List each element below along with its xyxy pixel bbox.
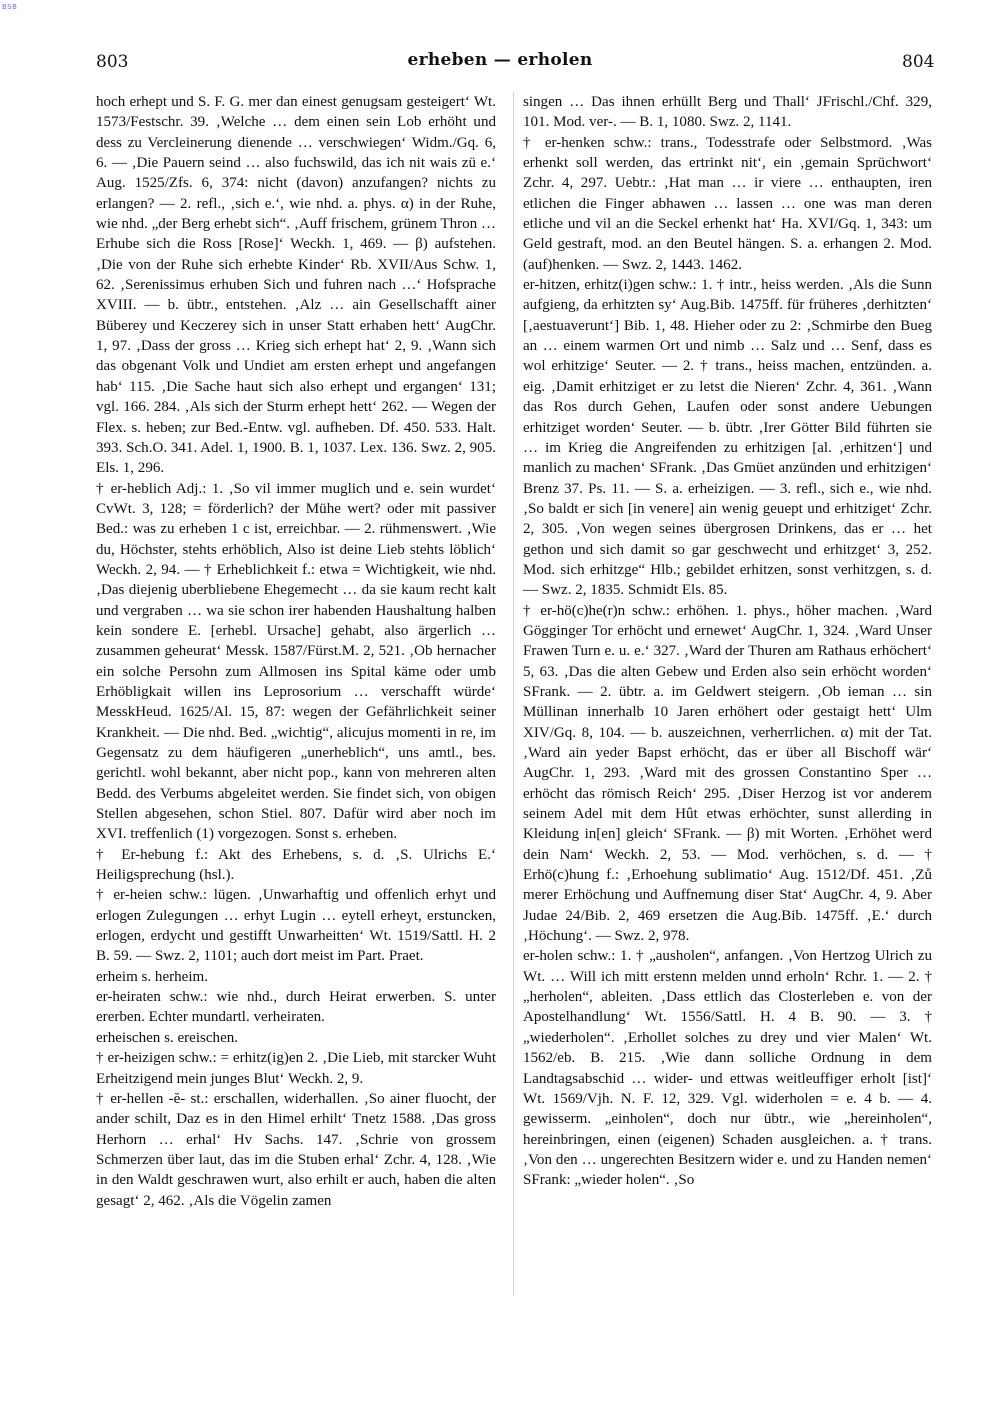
page-number-right: 804 xyxy=(902,52,935,72)
entry-erhellen-continued: singen … Das ihnen erhüllt Berg und Thall‘ JFrischl./Chf. 329, 101. Mod. ver-. — B. 1, 1080. Swz. 2, 1141. xyxy=(523,94,932,131)
entry-erheien: † er-heien schw.: lügen. ‚Unwarhaftig und offenlich erhyt und erlogen Zulegungen … erhyt Lugin … eytell erheyt, erstuncken, erlogen, erdycht und gestifft Unwarheitten‘ Wt. 1519/Sattl. H. 2 B. 59. — Swz. 2, 1101; auch dort meist im Part. Praet. xyxy=(96,887,496,965)
entry-erhoehern: † er-hö(c)he(r)n schw.: erhöhen. 1. phys., höher machen. ‚Ward Gögginger Tor erhöcht und ernewet‘ AugChr. 1, 324. ‚Ward Unser Frawen Turn e. u. e.‘ 327. ‚Ward der Thuren am Rathaus erhöchert‘ 5, 63. ‚Das die alten Gebew und Erden also sein erhöcht worden‘ SFrank. — 2. übtr. a. im Geldwert steigern. ‚Ob ieman … sin Müllinan innerhalb 10 Jaren erhöhert oder gestaigt hett‘ Ulm XIV/Gq. 8, 104. — b. auszeichnen, verherrlichen. α) mit der Tat. ‚Ward ain yeder Bapst erhöcht, das er über all Bischoff wär‘ AugChr. 1, 293. ‚Ward mit des grossen Constantino Sper … erhöcht das römisch Reich‘ 295. ‚Diser Herzog ist vor anderem seinem Adel mit dem Hût etwas erhöchter, sunst allerding in Kleidung in[en] gleich‘ SFrank. — β) mit Worten. ‚Erhöhet werd dein Nam‘ Weckh. 2, 53. — Mod. verhöchen, s. d. — † Erhö(c)hung f.: ‚Erhoehung sublimatio‘ Aug. 1512/Df. 451. ‚Zů merer Erhöchung und Auffnemung diser Stat‘ AugChr. 4, 9. Aber Judae 24/Bib. 2, 469 ersetzen die Aug.Bib. 1475ff. ‚E.‘ durch ‚Höchung‘. — Swz. 2, 978. xyxy=(523,602,932,945)
entry-erheben-continued: hoch erhept und S. F. G. mer dan einest genugsam gesteigert‘ Wt. 1573/Festschr. 39. ‚Welche … dem einen sein Lob erhöht und dess zu Vercleinerung dienende … verschwiegen‘ Widm./Gq. 6, 6. — ‚Die Pauern seind … also fuchswild, das ich nit wais zü e.‘ Aug. 1525/Zfs. 6, 374: nicht (davon) anzufangen? nichts zu erlangen? — 2. refl., ‚sich e.‘, wie nhd. a. phys. α) in der Ruhe, wie nhd. „der Berg erhebt sich“. ‚Auff frischem, grünem Thron … Erhube sich die Ross [Rose]‘ Weckh. 1, 469. — β) aufstehen. ‚Die von der Ruhe sich erhebte Kinder‘ Rb. XVII/Aus Schw. 1, 62. ‚Serenissimus erhuben Sich und fuhren nach …‘ Hofsprache XVIII. — b. übtr., entstehen. ‚Alz … ain Gesellschafft ainer Büberey und Keczerey sich in unser Statt erhaben hett‘ AugChr. 1, 97. ‚Dass der gross … Krieg sich erhept hat‘ 2, 9. ‚Wann sich das obgenant Volk und Undiet am ersten erhept und angefangen hab‘ 115. ‚Die Sache haut sich also erhept und ergangen‘ 131; vgl. 166. 284. ‚Als sich der Sturm erhept hett‘ 262. — Wegen der Flex. s. heben; zur Bed.-Entw. vgl. aufheben. Df. 450. 533. Halt. 393. Sch.O. 341. Adel. 1, 1900. B. 1, 1037. Lex. 136. Swz. 2, 905. Els. 1, 296. xyxy=(96,94,496,477)
entry-erhebung: † Er-hebung f.: Akt des Erhebens, s. d. ‚S. Ulrichs E.‘ Heiligsprechung (hsl.). xyxy=(96,846,496,884)
entry-erhenken: † er-henken schw.: trans., Todesstrafe oder Selbstmord. ‚Was erhenkt soll werden, das ertrinkt nit‘, ein ‚gemain Sprüchwort‘ Zchr. 4, 297. Uebtr.: ‚Hat man … ir viere … enthaupten, iren etlichen die Finger abhawen … lassen … one was man deren etliche und vil an die Seckel erhenkt hat‘ Ha. XVI/Gq. 1, 343: um Geld gestraft, mod. an den Beutel hängen. S. a. erhangen 2. Mod. (auf)henken. — Swz. 2, 1443. 1462. xyxy=(523,134,932,273)
entry-erheblich: † er-heblich Adj.: 1. ‚So vil immer muglich und e. sein wurdet‘ CvWt. 3, 128; = förderlich? der Mühe wert? oder mit passiver Bed.: was zu erheben 1 c ist, erreichbar. — 2. rühmenswert. ‚Wie du, Höchster, stehts erhöblich, Also ist deine Lieb stehts löblich‘ Weckh. 2, 94. — † Erheblichkeit f.: etwa = Wichtigkeit, wie nhd. ‚Das diejenig uberbliebene Ehegemecht … da sie kaum recht kalt und vergraben … wa sie schon irer habenden Haushaltung halben kein sondere E. [erhebl. Ursache] gehabt, also ärgerlich … zusammen geheurat‘ Messk. 1587/Fürst.M. 2, 521. ‚Ob hernacher ein solche Persohn zum Allmosen ins Spital käme oder umb Erhöbligkait willen ins Leprosorium … verschafft würde‘ MesskHeud. 1625/Al. 15, 87: wegen der Gefährlichkeit seiner Krankheit. — Die nhd. Bed. „wichtig“, alicujus momenti in re, im Gegensatz zu dem häufigeren „unerheblich“, uns amtl., bes. gerichtl. wohl bekannt, aber nicht pop., kann von mehreren alten Bedd. des Verbums abgeleitet werden. Sie findet sich, von obigen Stellen abgesehen, schon Stiel. 807. Dafür wird aber noch im XVI. treffenlich (1) vorgezogen. Sonst s. erheben. xyxy=(96,480,496,843)
left-column xyxy=(96,92,496,1211)
entry-erheischen: erheischen s. ereischen. xyxy=(96,1029,239,1046)
entry-erhellen: † er-hellen -ĕ- st.: erschallen, widerhallen. ‚So ainer fluocht, der ander schilt, Daz es in den Himel erhilt‘ Tnetz 1588. ‚Das gross Herhorn … erhal‘ Hv Sachs. 147. ‚Schrie von grossem Schmerzen über laut, das im die Stuben erhal‘ Zchr. 4, 128. ‚Wie in den Waldt geschrawen wurt, also erhilt er auch, haben die alten gesagt‘ 2, 462. ‚Als die Vögelin zamen xyxy=(96,1090,496,1209)
library-stamp: BSB xyxy=(2,3,18,11)
entry-erheizigen: † er-heizigen schw.: = erhitz(ig)en 2. ‚Die Lieb, mit starcker Wuht Erheitzigend mein junges Blut‘ Weckh. 2, 9. xyxy=(96,1050,496,1087)
page-number-left: 803 xyxy=(96,52,129,72)
entry-erheiraten: er-heiraten schw.: wie nhd., durch Heirat erwerben. S. unter ererben. Echter mundartl. verheiraten. xyxy=(96,989,496,1026)
running-title: erheben — erholen xyxy=(407,50,593,70)
entry-erheim: erheim s. herheim. xyxy=(96,968,208,985)
column-divider xyxy=(513,92,514,1296)
entry-erhitzen: er-hitzen, erhitz(i)gen schw.: 1. † intr., heiss werden. ‚Als die Sunn aufgieng, da erhitzten sy‘ Aug.Bib. 1475ff. für früheres ‚derhitzten‘ [‚aestuaverunt‘] Bib. 1, 48. Hieher oder zu 2: ‚Schmirbe den Bueg an … einem warmen Ort und nimb … Salz und … Senf, dass es wol erhitzige‘ Seuter. — 2. † trans., heiss machen, entzünden. a. eig. ‚Damit erhitziget er zu letst die Nieren‘ Zchr. 4, 361. ‚Wann das Ros durch Gehen, Laufen oder sonst andere Uebungen erhitziget worden‘ Seuter. — b. übtr. ‚Irer Götter Bild führten sie … im Krieg die Angreifenden zu erhitzigen [al. ‚erhitzen‘] und manlich zu machen‘ SFrank. ‚Das Gmüet anzünden und erhitzigen‘ Brenz 37. Ps. 11. — S. a. erheizigen. — 3. refl., sich e., wie nhd. ‚So baldt er sich [in venere] ain wenig geuept und erhitziget‘ Zchr. 2, 305. ‚Von wegen seines übergrosen Drinkens, das er … het gethon und sich damit so gar geschwecht und erhitzget‘ 3, 252. Mod. sich erhitzge“ Hlb.; gebildet erhitzen, sonst verhitzgen, s. d. — Swz. 2, 1835. Schmidt Els. 85. xyxy=(523,277,932,599)
entry-erholen: er-holen schw.: 1. † „ausholen“, anfangen. ‚Von Hertzog Ulrich zu Wt. … Will ich mitt erstenn melden unnd erholn‘ Rchr. 1. — 2. † „herholen“, ableiten. ‚Dass ettlich das Closterleben e. von der Apostelhandlung‘ Wt. 1556/Sattl. H. 4 B. 90. — 3. † „wiederholen“. ‚Erhollet solches zu drey und vier Malen‘ Wt. 1562/eb. B. 215. ‚Wie dann solliche Ordnung in dem Landtagsabschid … wider- und ettwas weitleuffiger erholt [ist]‘ Wt. 1569/Vjh. N. F. 12, 329. Vgl. widerholen = e. 4 b. — 4. gewisserm. „einholen“, doch nur übtr., wie „hereinholen“, hereinbringen, einen (eigenen) Schaden ausgleichen. a. † trans. ‚Von den … ungerechten Besitzern wider e. und zu Handen nemen‘ SFrank: „wieder holen“. ‚So xyxy=(523,948,932,1189)
right-column xyxy=(523,92,932,1191)
